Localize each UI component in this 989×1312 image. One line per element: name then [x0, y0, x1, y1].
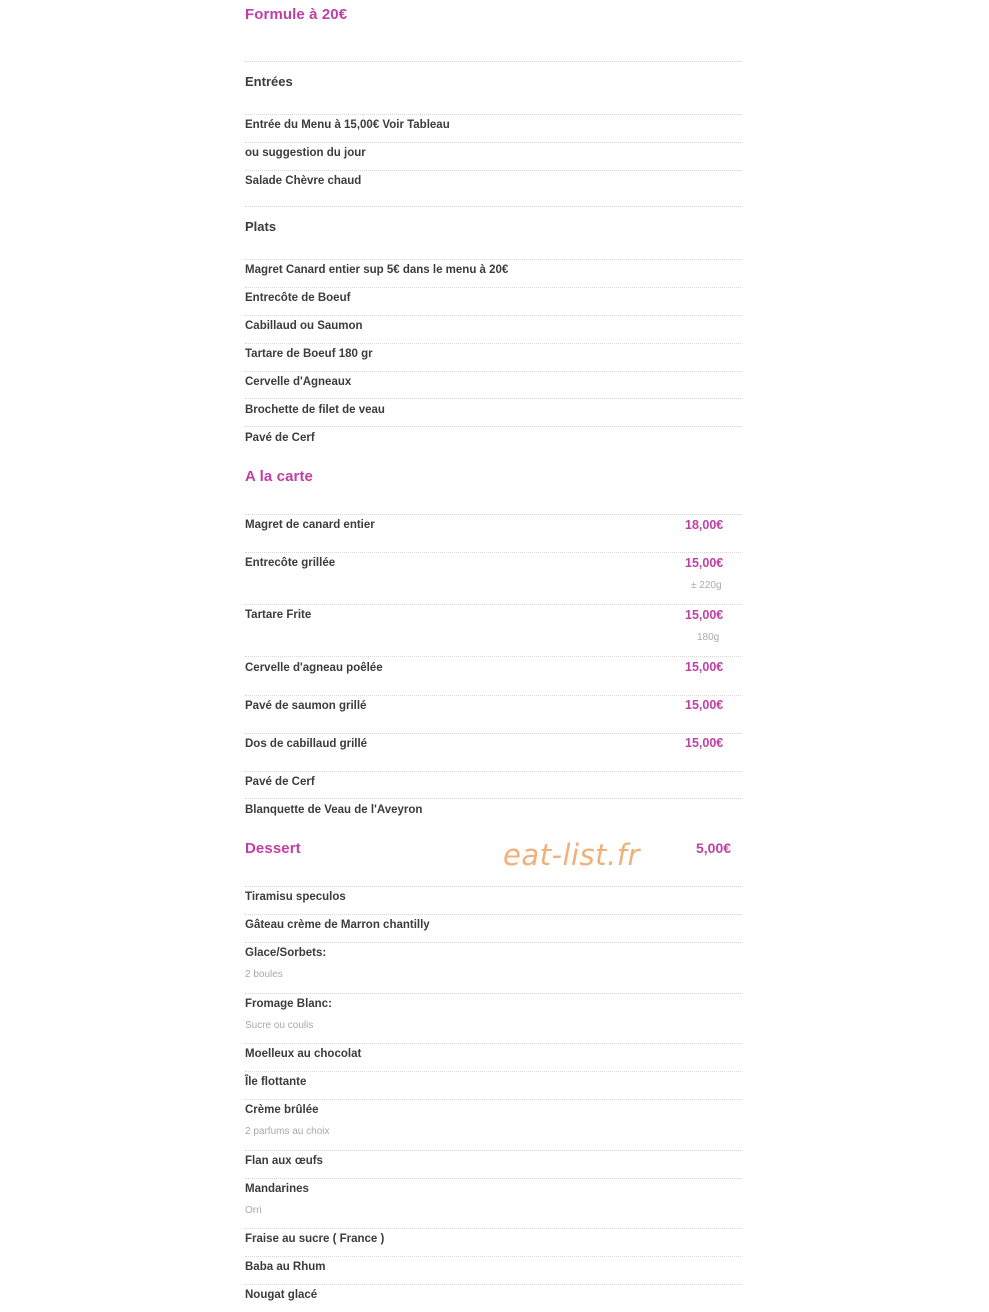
- formule-title: Formule à 20€: [245, 6, 348, 23]
- divider: [245, 1150, 741, 1151]
- divider: [245, 1256, 741, 1257]
- plat-item: Tartare de Boeuf 180 gr: [245, 348, 373, 360]
- divider: [245, 343, 741, 344]
- divider: [245, 798, 741, 799]
- carte-item-price: 15,00€: [685, 698, 724, 712]
- divider: [245, 1043, 741, 1044]
- dessert-item: Crème brûlée: [245, 1104, 319, 1116]
- divider: [245, 733, 741, 734]
- entree-item: ou suggestion du jour: [245, 147, 366, 159]
- dessert-item: Île flottante: [245, 1076, 307, 1088]
- carte-item-name: Magret de canard entier: [245, 519, 375, 531]
- plats-heading: Plats: [245, 219, 277, 234]
- divider: [245, 1071, 741, 1072]
- dessert-item: Tiramisu speculos: [245, 891, 346, 903]
- dessert-item-note: Orri: [245, 1205, 262, 1216]
- dessert-item: Fraise au sucre ( France ): [245, 1233, 385, 1245]
- watermark: eat-list.fr: [503, 838, 640, 872]
- entrees-heading: Entrées: [245, 74, 293, 89]
- dessert-title: Dessert: [245, 840, 301, 857]
- dessert-price: 5,00€: [696, 840, 732, 856]
- dessert-item: Flan aux œufs: [245, 1155, 323, 1167]
- divider: [245, 426, 741, 427]
- carte-item-note: ± 220g: [691, 580, 722, 591]
- dessert-item: Baba au Rhum: [245, 1261, 326, 1273]
- carte-item-price: 15,00€: [685, 660, 724, 674]
- carte-item-price: 15,00€: [685, 556, 724, 570]
- plat-item: Pavé de Cerf: [245, 432, 315, 444]
- dessert-item-note: 2 parfums au choix: [245, 1126, 330, 1137]
- divider: [245, 993, 741, 994]
- dessert-item: Gâteau crème de Marron chantilly: [245, 919, 430, 931]
- dessert-item: Moelleux au chocolat: [245, 1048, 362, 1060]
- divider: [245, 1178, 741, 1179]
- divider: [245, 656, 741, 657]
- divider: [245, 1284, 741, 1285]
- plat-item: Entrecôte de Boeuf: [245, 292, 351, 304]
- divider: [245, 398, 741, 399]
- carte-item-name: Pavé de saumon grillé: [245, 700, 367, 712]
- dessert-item: Nougat glacé: [245, 1289, 318, 1301]
- divider: [245, 886, 741, 887]
- dessert-item: Fromage Blanc:: [245, 998, 332, 1010]
- carte-item-name: Pavé de Cerf: [245, 776, 315, 788]
- dessert-item: Mandarines: [245, 1183, 309, 1195]
- divider: [245, 914, 741, 915]
- divider: [245, 287, 741, 288]
- divider: [245, 315, 741, 316]
- carte-item-name: Cervelle d'agneau poêlée: [245, 662, 383, 674]
- divider: [245, 170, 741, 171]
- divider: [245, 771, 741, 772]
- divider: [245, 206, 741, 207]
- divider: [245, 604, 741, 605]
- divider: [245, 942, 741, 943]
- plat-item: Magret Canard entier sup 5€ dans le menu à 20€: [245, 264, 509, 276]
- carte-item-note: 180g: [697, 632, 720, 643]
- divider: [245, 552, 741, 553]
- carte-item-name: Blanquette de Veau de l'Aveyron: [245, 804, 423, 816]
- plat-item: Cervelle d'Agneaux: [245, 376, 352, 388]
- divider: [245, 142, 741, 143]
- carte-item-name: Tartare Frite: [245, 609, 312, 621]
- divider: [245, 259, 741, 260]
- plat-item: Cabillaud ou Saumon: [245, 320, 363, 332]
- dessert-item-note: Sucre ou coulis: [245, 1020, 314, 1031]
- divider: [245, 1099, 741, 1100]
- divider: [245, 61, 741, 62]
- divider: [245, 695, 741, 696]
- carte-item-name: Dos de cabillaud grillé: [245, 738, 368, 750]
- dessert-item-note: 2 boules: [245, 969, 283, 980]
- divider: [245, 114, 741, 115]
- divider: [245, 371, 741, 372]
- carte-item-price: 18,00€: [685, 518, 724, 532]
- dessert-item: Glace/Sorbets:: [245, 947, 327, 959]
- divider: [245, 514, 741, 515]
- divider: [245, 1228, 741, 1229]
- carte-title: A la carte: [245, 468, 313, 485]
- plat-item: Brochette de filet de veau: [245, 404, 385, 416]
- entree-item: Salade Chèvre chaud: [245, 175, 362, 187]
- entree-item: Entrée du Menu à 15,00€ Voir Tableau: [245, 119, 450, 131]
- carte-item-price: 15,00€: [685, 736, 724, 750]
- carte-item-name: Entrecôte grillée: [245, 557, 336, 569]
- carte-item-price: 15,00€: [685, 608, 724, 622]
